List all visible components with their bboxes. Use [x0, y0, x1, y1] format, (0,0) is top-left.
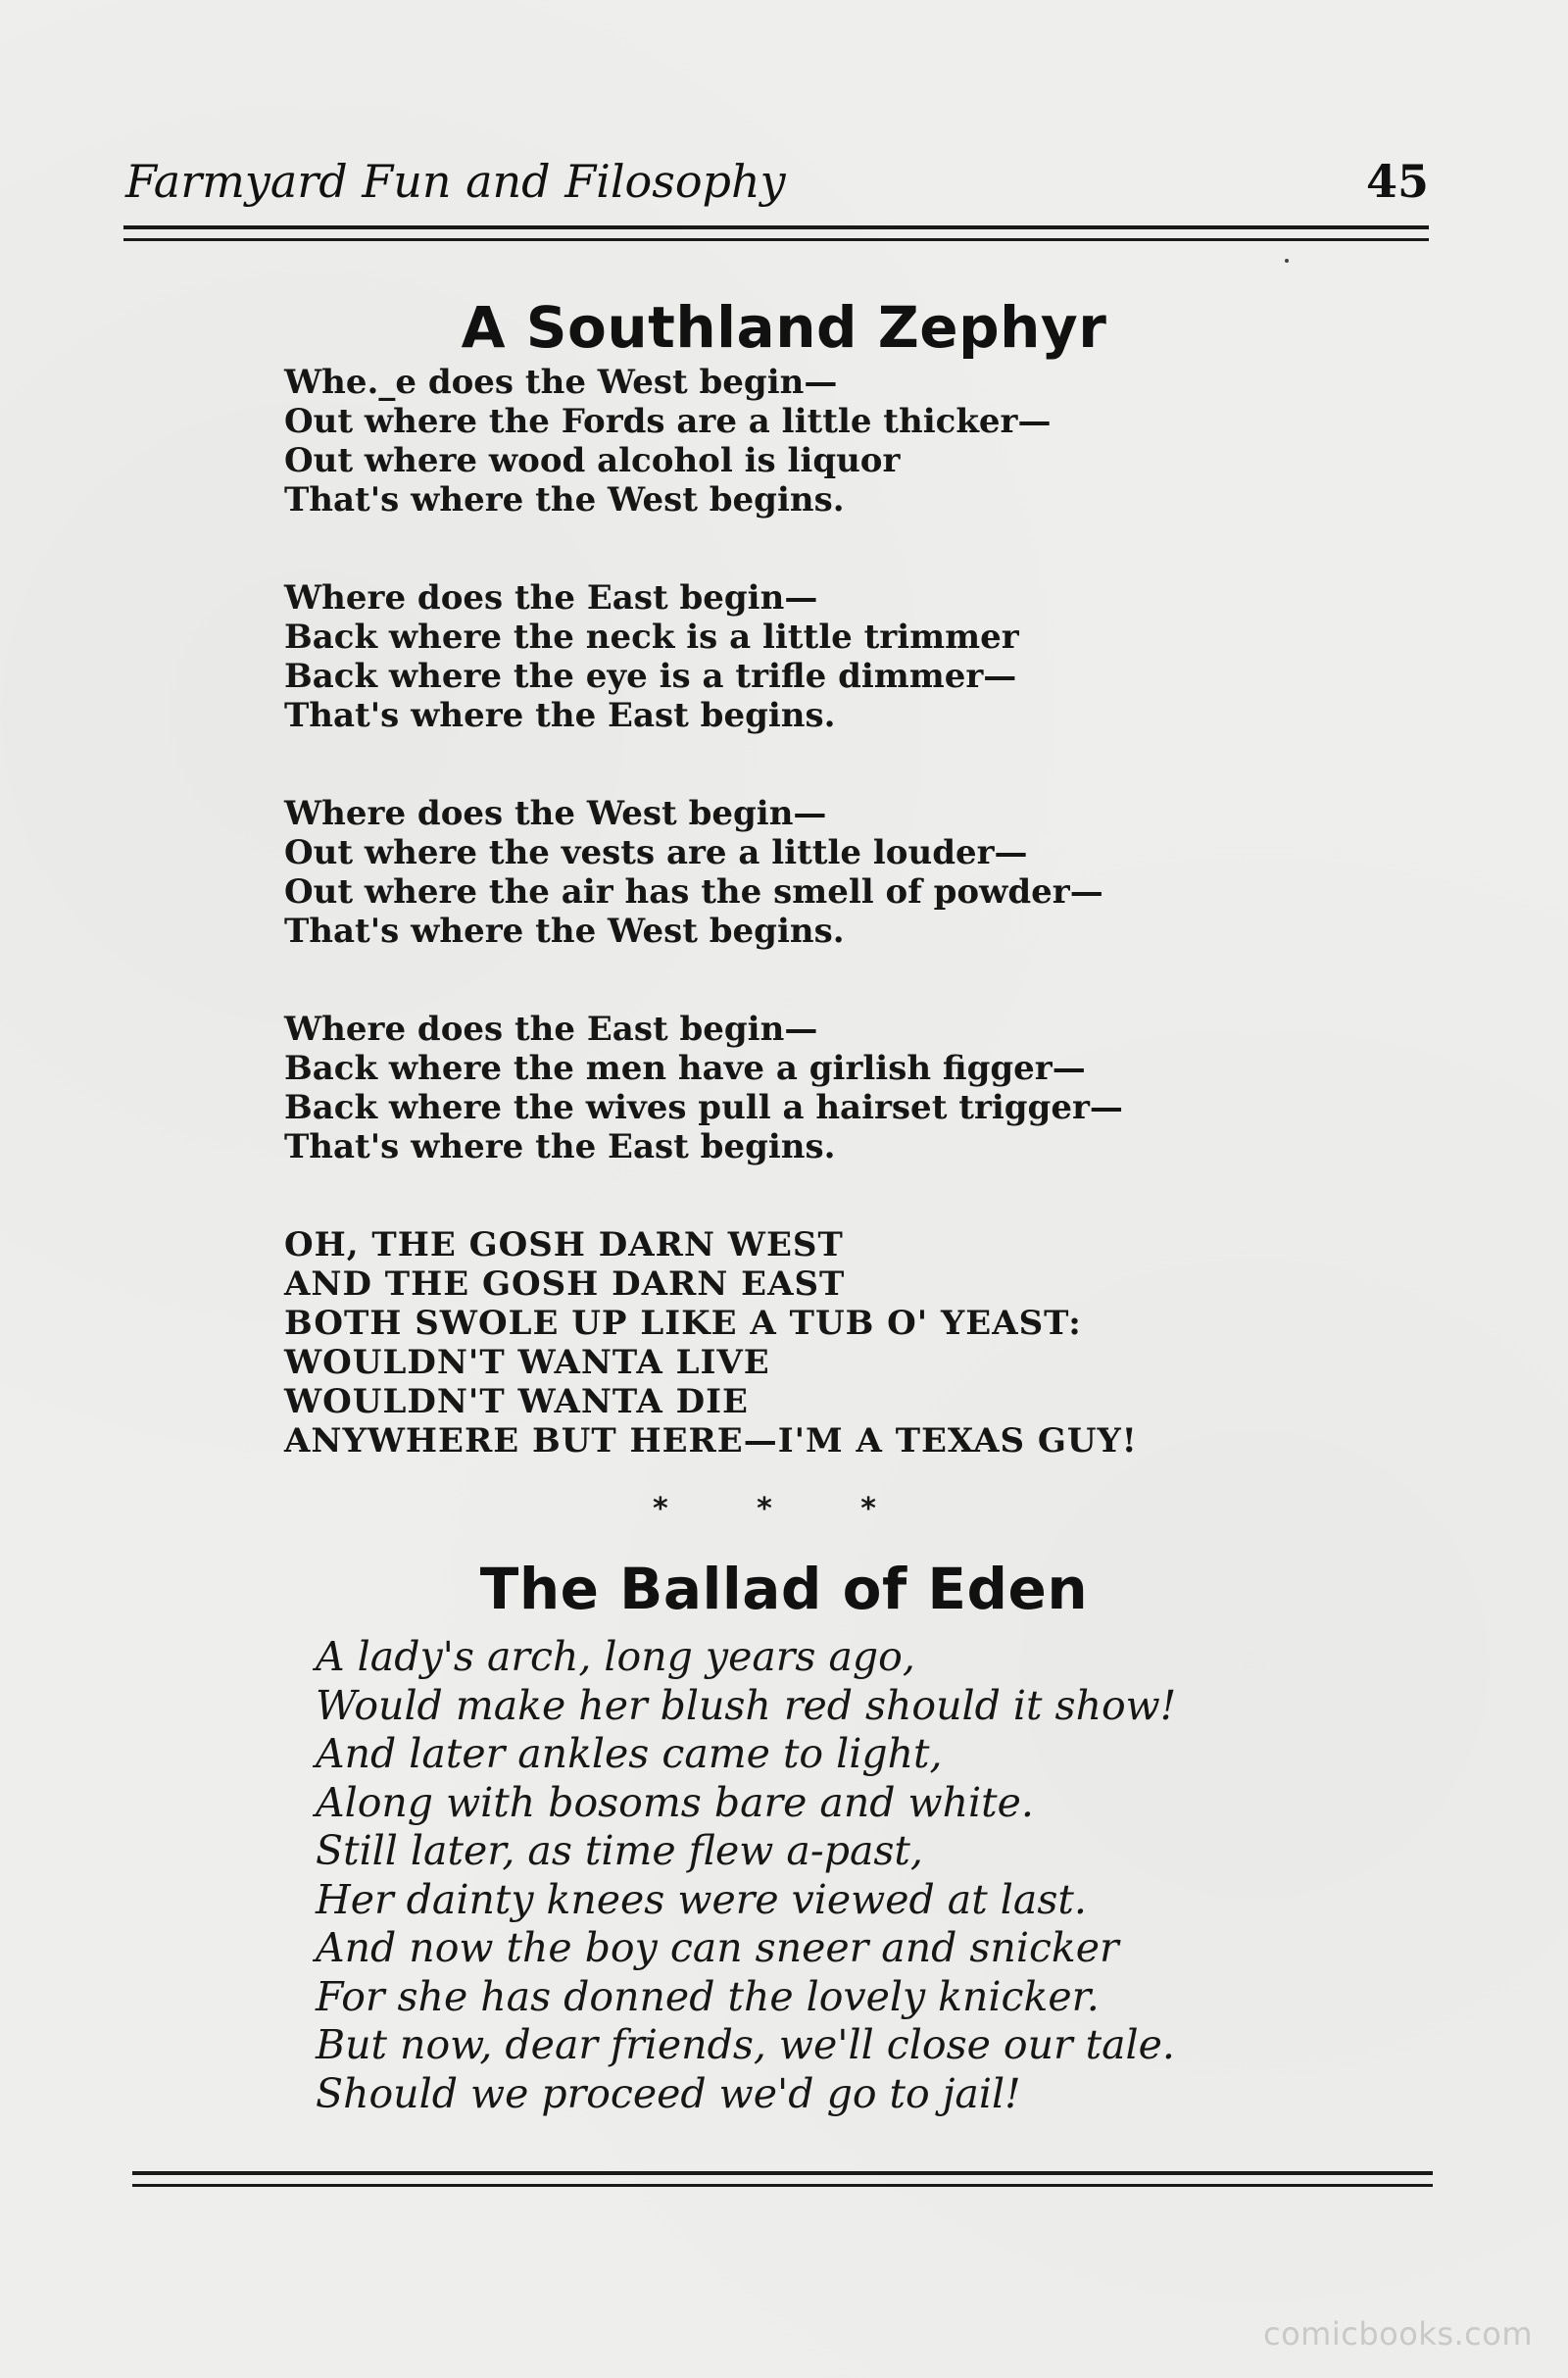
section-separator: * * * — [653, 1492, 915, 1526]
stanza-2 — [284, 578, 1323, 735]
verse-line: Where does the East begin— — [284, 1010, 818, 1049]
footer-rule-bottom — [132, 2184, 1433, 2187]
verse-line: Should we proceed we'd go to jail! — [316, 2069, 1021, 2117]
verse-line: Back where the neck is a little trimmer — [284, 618, 1019, 657]
chorus-line: WOULDN'T WANTA LIVE — [284, 1343, 770, 1382]
verse-line: That's where the East begins. — [284, 1127, 836, 1166]
header-rule-bottom — [123, 238, 1429, 241]
verse-line: That's where the East begins. — [284, 696, 836, 735]
verse-line: Back where the wives pull a hairset trigger— — [284, 1088, 1123, 1127]
verse-line: Whe._e does the West begin— — [284, 363, 838, 402]
chorus-line: AND THE GOSH DARN EAST — [284, 1264, 846, 1304]
verse-line: Out where the air has the smell of powder— — [284, 872, 1103, 912]
verse-line: Still later, as time flew a-past, — [316, 1827, 923, 1874]
verse-line: Back where the men have a girlish figger— — [284, 1049, 1086, 1088]
verse-line: For she has donned the lovely knicker. — [316, 1972, 1100, 2020]
verse-line: Out where the Fords are a little thicker— — [284, 402, 1052, 441]
poem-title-southland-zephyr: A Southland Zephyr — [461, 294, 1107, 361]
verse-line: Along with bosoms bare and white. — [316, 1778, 1034, 1826]
verse-line: Out where wood alcohol is liquor — [284, 441, 901, 480]
verse-line: Back where the eye is a trifle dimmer— — [284, 657, 1017, 696]
verse-line: That's where the West begins. — [284, 912, 845, 951]
verse-line: Her dainty knees were viewed at last. — [316, 1875, 1087, 1923]
stanza-3 — [284, 794, 1323, 951]
chorus-line: BOTH SWOLE UP LIKE A TUB O' YEAST: — [284, 1304, 1082, 1343]
running-head — [125, 155, 1429, 214]
poem-title-ballad-of-eden: The Ballad of Eden — [479, 1556, 1089, 1622]
chorus-line: ANYWHERE BUT HERE—I'M A TEXAS GUY! — [284, 1421, 1138, 1461]
footer-rule-top — [132, 2171, 1433, 2175]
verse-line: Out where the vests are a little louder— — [284, 833, 1028, 872]
poem-ballad-of-eden — [316, 1633, 1354, 2118]
watermark: comicbooks.com — [1262, 2315, 1533, 2353]
verse-line: Would make her blush red should it show! — [316, 1681, 1177, 1729]
header-rule-top — [123, 225, 1429, 229]
chorus — [284, 1225, 1323, 1461]
page-number: 45 — [1365, 155, 1429, 208]
verse-line: Where does the West begin— — [284, 794, 827, 833]
stanza-1 — [284, 363, 1323, 520]
running-title: Farmyard Fun and Filosophy — [125, 155, 786, 208]
chorus-line: WOULDN'T WANTA DIE — [284, 1382, 749, 1421]
verse-line: But now, dear friends, we'll close our tale. — [316, 2021, 1175, 2068]
poem-southland-zephyr — [284, 363, 1323, 1461]
ink-speck — [1285, 259, 1289, 263]
verse-line: A lady's arch, long years ago, — [316, 1633, 915, 1680]
verse-line: And now the boy can sneer and snicker — [316, 1924, 1119, 1971]
verse-line: That's where the West begins. — [284, 480, 845, 520]
verse-line: Where does the East begin— — [284, 578, 818, 618]
chorus-line: OH, THE GOSH DARN WEST — [284, 1225, 844, 1264]
verse-line: And later ankles came to light, — [316, 1730, 943, 1777]
stanza-4 — [284, 1010, 1323, 1166]
